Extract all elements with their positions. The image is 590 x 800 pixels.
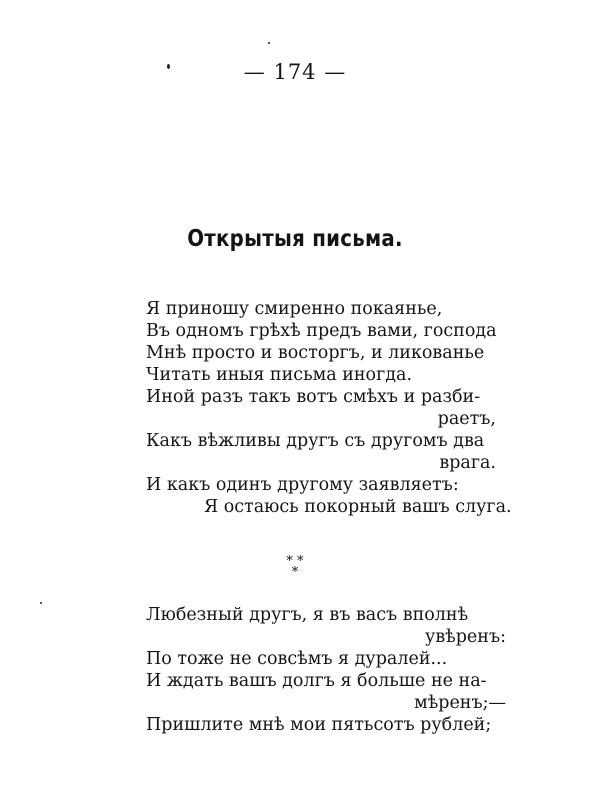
poem-line-continuation: раетъ, — [437, 409, 496, 429]
ink-speck — [268, 42, 270, 44]
poem-line-continuation: увѣренъ: — [425, 627, 506, 647]
page-number: — 174 — — [243, 60, 347, 84]
ink-speck — [40, 602, 42, 604]
poem-line: По тоже не совсѣмъ я дуралей... — [146, 649, 448, 669]
poem-line: И ждать вашъ долгъ я больше не на- — [146, 671, 487, 691]
poem-line: Я приношу смиренно покаянье, — [146, 299, 443, 319]
poem-line-indented: Я остаюсь покорный вашъ слуга. — [204, 497, 512, 517]
poem-line-continuation: врага. — [439, 453, 496, 473]
asterism-separator — [0, 556, 590, 578]
poem-line: Любезный другъ, я въ васъ вполнѣ — [146, 605, 469, 625]
asterism-top: * * — [286, 554, 304, 569]
poem-first — [146, 298, 546, 518]
poem-line: Какъ вѣжливы другъ съ другомъ два — [146, 431, 485, 451]
asterism-bottom: * — [291, 565, 299, 580]
poem-line: Читать иныя письма иногда. — [146, 365, 413, 385]
poem-line-continuation: мѣренъ;— — [414, 693, 506, 713]
poem-line: Мнѣ просто и восторгъ, и ликованье — [146, 343, 485, 363]
poem-line: И какъ одинъ другому заявляетъ: — [146, 475, 459, 495]
page-title: Открытыя письма. — [187, 226, 403, 252]
poem-line: Иной разъ такъ вотъ смѣхъ и разби- — [146, 387, 481, 407]
poem-second — [146, 604, 546, 736]
poem-line: Въ одномъ грѣхѣ предъ вами, господа — [146, 321, 497, 341]
poem-line: Пришлите мнѣ мои пятьсотъ рублей; — [146, 715, 492, 735]
ink-speck — [167, 64, 170, 69]
